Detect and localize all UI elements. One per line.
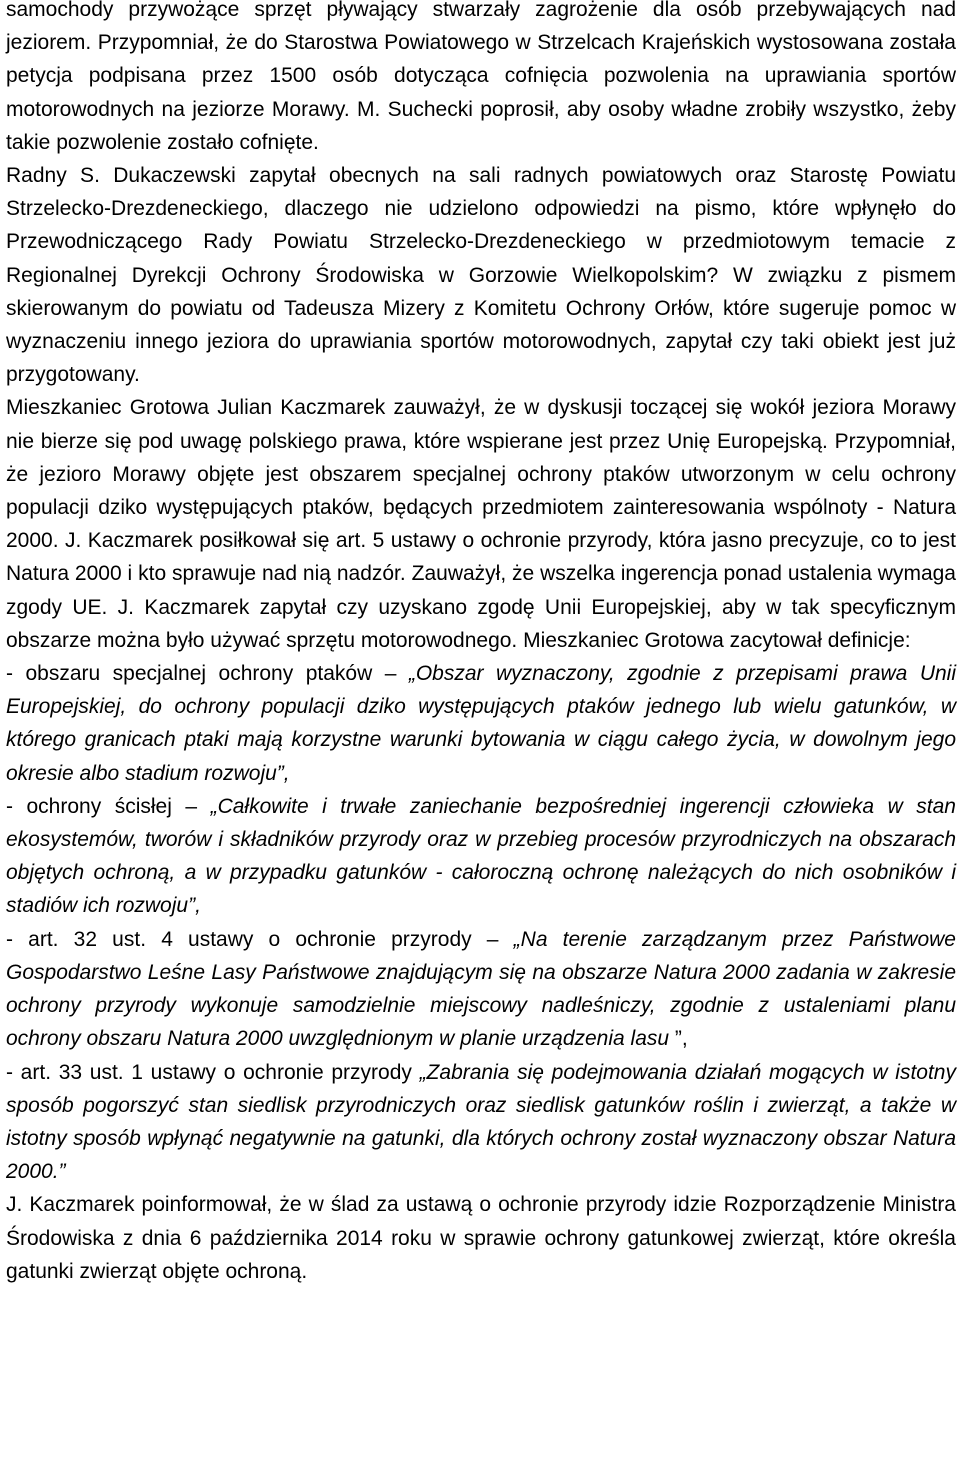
definition-label: - art. 33 ust. 1 ustawy o ochronie przyrody: [6, 1060, 420, 1084]
definition-strict-protection: [6, 790, 956, 923]
definition-label: - obszaru specjalnej ochrony ptaków –: [6, 662, 409, 686]
definition-bird-protection-area: [6, 657, 956, 790]
definition-quote: „Całkowite i trwałe zaniechanie bezpośredniej ingerencji człowieka w stan ekosystemów, tworów i składników przyrody oraz w przebieg procesów przyrodniczych na obszarach objętych ochroną, a w przypadku gatunków - całoroczną ochronę należących do nich osobników i stadiów ich rozwoju”,: [6, 794, 956, 918]
definition-art-33: [6, 1056, 956, 1189]
definition-quote: „Na terenie zarządzanym przez Państwowe Gospodarstwo Leśne Lasy Państwowe znajdującym się na obszarze Natura 2000 zadania w zakresie ochrony przyrody wykonuje samodzielnie miejscowy nadleśniczy, zgodnie z ustaleniami planu ochrony obszaru Natura 2000 uwzględnionym w planie urządzenia lasu: [6, 927, 956, 1051]
paragraph-dukaczewski: Radny S. Dukaczewski zapytał obecnych na sali radnych powiatowych oraz Starostę Powiatu Strzelecko-Drezdeneckiego, dlaczego nie udzielono odpowiedzi na pismo, które wpłynęło do Przewodniczącego Rady Powiatu Strzelecko-Drezdeneckiego w przedmiotowym temacie z Regionalnej Dyrekcji Ochrony Środowiska w Gorzowie Wielkopolskim? W związku z pismem skierowanym do powiatu od Tadeusza Mizery z Komitetu Ochrony Orłów, które sugeruje pomoc w wyznaczeniu innego jeziora do uprawiania sportów motorowodnych, zapytał czy taki obiekt jest już przygotowany.: [6, 164, 956, 387]
document-body: [6, 0, 956, 1288]
paragraph-kaczmarek: Mieszkaniec Grotowa Julian Kaczmarek zauważył, że w dyskusji toczącej się wokół jeziora Morawy nie bierze się pod uwagę polskiego prawa, które wspierane jest przez Unię Europejską. Przypomniał, że jezioro Morawy objęte jest obszarem specjalnej ochrony ptaków utworzonym w celu ochrony populacji dziko występujących ptaków, będących przedmiotem zainteresowania wspólnoty - Natura 2000. J. Kaczmarek posiłkował się art. 5 ustawy o ochronie przyrody, która jasno precyzuje, co to jest Natura 2000 i kto sprawuje nad nią nadzór. Zauważył, że wszelka ingerencja ponad ustalenia wymaga zgody UE. J. Kaczmarek zapytał czy uzyskano zgodę Unii Europejskiej, aby w tak specyficznym obszarze można było używać sprzętu motorowodnego. Mieszkaniec Grotowa zacytował definicje:: [6, 396, 956, 652]
definition-quote-close: ”,: [669, 1027, 688, 1051]
definition-quote: „Obszar wyznaczony, zgodnie z przepisami prawa Unii Europejskiej, do ochrony populacji dziko występujących ptaków jednego lub wielu gatunków, w którego granicach ptaki mają korzystne warunki bytowania w ciągu całego życia, w dowolnym jego okresie albo stadium rozwoju”,: [6, 662, 956, 785]
definition-label: - ochrony ścisłej –: [6, 794, 211, 818]
definition-art-32: [6, 923, 956, 1056]
paragraph-regulation: J. Kaczmarek poinformował, że w ślad za ustawą o ochronie przyrody idzie Rozporządzenie Ministra Środowiska z dnia 6 października 2014 roku w sprawie ochrony gatunkowej zwierząt, które określa gatunki zwierząt objęte ochroną.: [6, 1193, 956, 1283]
definition-label: - art. 32 ust. 4 ustawy o ochronie przyrody –: [6, 927, 514, 951]
definition-quote: „Zabrania się podejmowania działań mogących w istotny sposób pogorszyć stan siedlisk przyrodniczych oraz siedlisk gatunków roślin i zwierząt, a także w istotny sposób wpłynąć negatywnie na gatunki, dla których ochrony został wyznaczony obszar Natura 2000.”: [6, 1060, 956, 1184]
paragraph-suchecki: samochody przywożące sprzęt pływający stwarzały zagrożenie dla osób przebywających nad jeziorem. Przypomniał, że do Starostwa Powiatowego w Strzelcach Krajeńskich wystosowana została petycja podpisana przez 1500 osób dotycząca cofnięcia pozwolenia na uprawiania sportów motorowodnych na jeziorze Morawy. M. Suchecki poprosił, aby osoby władne zrobiły wszystko, żeby takie pozwolenie zostało cofnięte.: [6, 0, 956, 154]
